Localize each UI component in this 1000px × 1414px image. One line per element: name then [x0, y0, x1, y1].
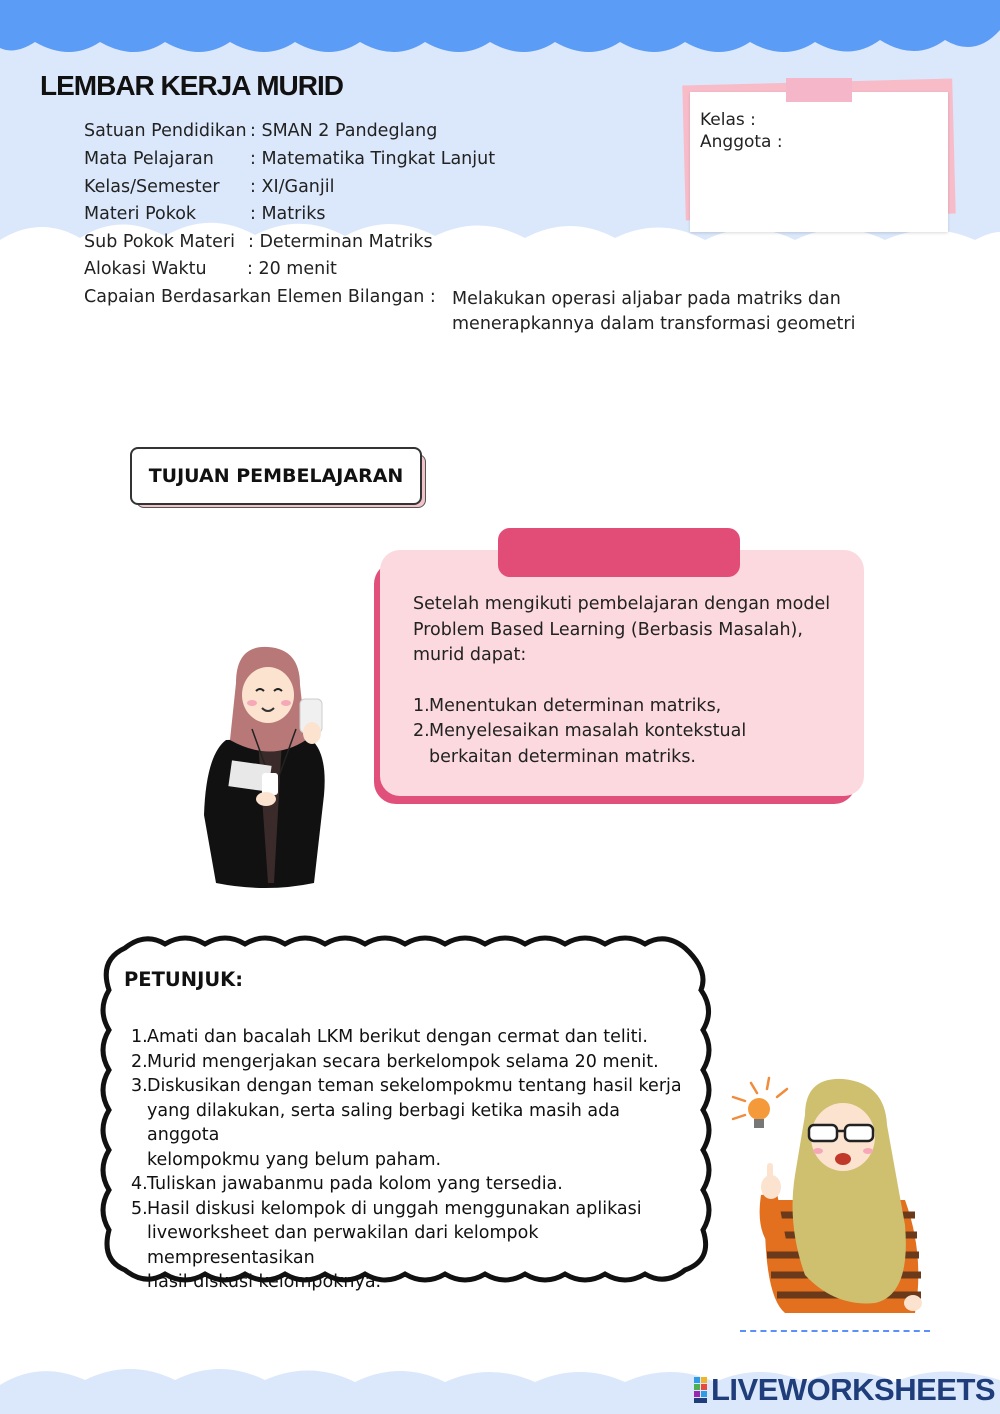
item-text: Hasil diskusi kelompok di unggah menggunakan aplikasi: [147, 1198, 642, 1219]
info-label: Alokasi Waktu: [84, 259, 207, 279]
tujuan-list: [413, 694, 843, 771]
item-number: 2.: [131, 1051, 148, 1072]
item-number: 4.: [131, 1174, 148, 1194]
info-label: Satuan Pendidikan: [84, 121, 247, 141]
student-idea-illustration: [725, 1075, 930, 1320]
item-number: 3.: [131, 1076, 148, 1096]
item-text: yang dilakukan, serta saling berbagi ketika masih ada anggota: [147, 1100, 620, 1145]
info-value: : 20 menit: [247, 259, 337, 279]
item-text: Tuliskan jawabanmu pada kolom yang tersedia.: [147, 1174, 563, 1194]
petunjuk-heading: PETUNJUK:: [124, 968, 244, 991]
list-item: [131, 1025, 691, 1050]
info-value: : SMAN 2 Pandeglang: [250, 121, 438, 141]
item-text: Amati dan bacalah LKM berikut dengan cermat dan teliti.: [147, 1027, 648, 1047]
capaian-label: Capaian Berdasarkan Elemen Bilangan :: [84, 287, 436, 307]
teacher-illustration: [196, 645, 346, 890]
list-item: [413, 694, 843, 720]
page-title: LEMBAR KERJA MURID: [40, 70, 343, 101]
petunjuk-list: [131, 1025, 691, 1295]
tape-decoration: [786, 78, 852, 102]
info-label: Mata Pelajaran: [84, 149, 214, 169]
item-number: 5.: [131, 1198, 148, 1219]
capaian-line: menerapkannya dalam transformasi geometri: [452, 314, 856, 334]
info-label: Sub Pokok Materi: [84, 232, 235, 252]
info-row-kelas: [84, 177, 335, 197]
tujuan-card-tab: [498, 528, 740, 577]
kelas-label: Kelas :: [700, 110, 756, 130]
group-note: [690, 92, 948, 232]
item-text: hasil diskusi kelompoknya.: [147, 1272, 382, 1292]
info-value: : XI/Ganjil: [250, 177, 335, 197]
info-label: Materi Pokok: [84, 204, 197, 224]
info-value: : Determinan Matriks: [248, 232, 433, 252]
info-row-mapel: [84, 149, 496, 169]
item-text: Diskusikan dengan teman sekelompokmu tentang hasil kerja: [147, 1076, 682, 1096]
info-row-sub-pokok: [84, 232, 433, 252]
info-value: : Matriks: [250, 204, 326, 224]
info-row-capaian: [84, 287, 436, 307]
item-number: 1.: [131, 1027, 148, 1047]
list-item: [131, 1074, 691, 1172]
capaian-value: [452, 287, 855, 337]
item-number: 2.: [413, 721, 430, 741]
item-text: Menentukan determinan matriks,: [429, 695, 722, 716]
list-item: [413, 719, 843, 770]
liveworksheets-logo: [694, 1372, 995, 1408]
tujuan-intro-line: Setelah mengikuti pembelajaran dengan model: [413, 594, 831, 614]
item-text: Murid mengerjakan secara berkelompok selama 20 menit.: [147, 1051, 659, 1072]
dashed-line: [740, 1330, 930, 1332]
list-item: [131, 1197, 691, 1295]
item-text: berkaitan determinan matriks.: [429, 746, 696, 767]
info-value: : Matematika Tingkat Lanjut: [250, 149, 496, 169]
tujuan-heading: TUJUAN PEMBELAJARAN: [130, 447, 422, 505]
anggota-label: Anggota :: [700, 132, 783, 152]
list-item: [131, 1050, 691, 1075]
info-label: Kelas/Semester: [84, 177, 220, 197]
tujuan-intro-line: Problem Based Learning (Berbasis Masalah),: [413, 619, 803, 640]
info-row-satuan: [84, 121, 438, 141]
logo-text: LIVEWORKSHEETS: [711, 1372, 996, 1407]
tujuan-intro-line: murid dapat:: [413, 645, 527, 665]
capaian-line: Melakukan operasi aljabar pada matriks dan: [452, 289, 841, 309]
logo-mark-icon: [694, 1375, 708, 1401]
item-number: 1.: [413, 695, 430, 716]
list-item: [131, 1172, 691, 1197]
item-text: kelompokmu yang belum paham.: [147, 1149, 442, 1170]
info-row-alokasi: [84, 259, 337, 279]
info-row-materi: [84, 204, 326, 224]
tujuan-text: [413, 592, 843, 770]
item-text: Menyelesaikan masalah kontekstual: [429, 721, 747, 741]
item-text: liveworksheet dan perwakilan dari kelompok mempresentasikan: [147, 1223, 539, 1268]
